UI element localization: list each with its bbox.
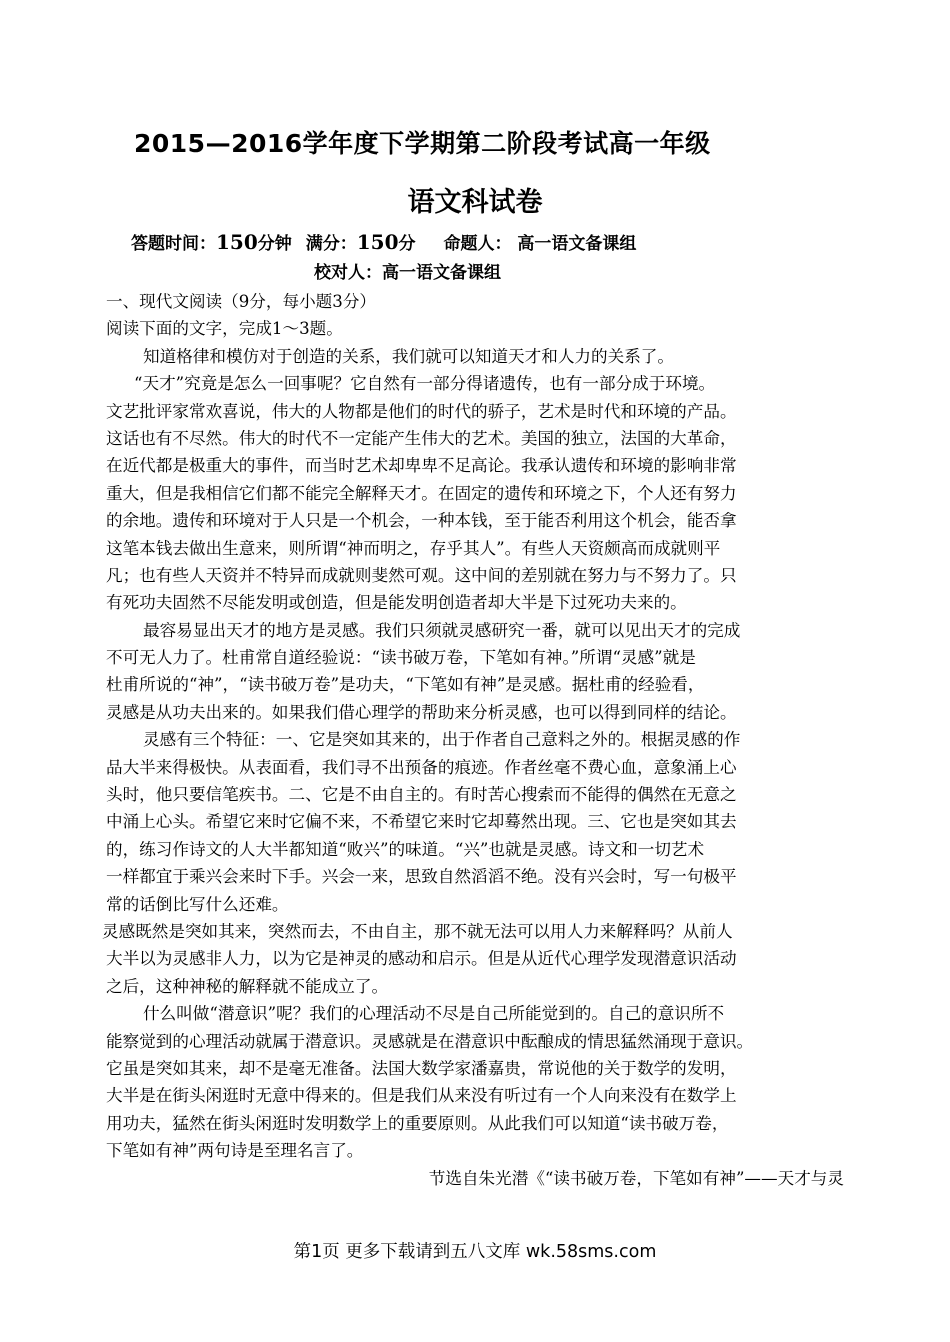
time-unit: 分钟 [257, 234, 292, 254]
passage-line: 凡；也有些人天资并不特异而成就则斐然可观。这中间的差别就在努力与不努力了。只 [106, 565, 737, 585]
passage-line: 一样都宜于乘兴会来时下手。兴会一来，思致自然滔滔不绝。没有兴会时，写一句极平 [106, 867, 737, 887]
passage-line: “天才”究竟是怎么一回事呢？它自然有一部分得诸遗传，也有一部分成于环境。 [134, 374, 716, 394]
passage-line: 下笔如有神”两句诗是至理名言了。 [106, 1141, 364, 1161]
source-citation: 节选自朱光潜《“读书破万卷，下笔如有神”——天才与灵 [428, 1168, 844, 1188]
checker-info: 校对人：高一语文备课组 [314, 263, 501, 283]
exam-subtitle: 语文科试卷 [407, 187, 543, 218]
score-label: 满分： [305, 234, 357, 254]
author-info: 命题人： 高一语文备课组 [443, 234, 637, 254]
section-heading: 一、现代文阅读（9分，每小题3分） [106, 292, 377, 311]
passage-line: 灵感是从功夫出来的。如果我们借心理学的帮助来分析灵感，也可以得到同样的结论。 [106, 702, 737, 722]
page-footer: 第1页 更多下载请到五八文库 wk.58sms.com [293, 1242, 657, 1262]
passage-line: 品大半来得极快。从表面看，我们寻不出预备的痕迹。作者丝毫不费心血，意象涌上心 [106, 757, 737, 777]
passage-line: 知道格律和模仿对于创造的关系，我们就可以知道天才和人力的关系了。 [143, 346, 674, 366]
passage-line: 常的话倒比写什么还难。 [106, 894, 289, 914]
time-label: 答题时间： [131, 234, 216, 254]
passage-line: 能察觉到的心理活动就属于潜意识。灵感就是在潜意识中酝酿成的情思猛然涌现于意识。 [106, 1031, 754, 1051]
passage-line: 中涌上心头。希望它来时它偏不来，不希望它来时它却蓦然出现。三、它也是突如其去 [106, 812, 737, 832]
passage-line: 的，练习作诗文的人大半都知道“败兴”的味道。“兴”也就是灵感。诗文和一切艺术 [106, 839, 705, 859]
exam-info-line [131, 229, 636, 254]
passage-line: 这话也有不尽然。伟大的时代不一定能产生伟大的艺术。美国的独立，法国的大革命， [106, 428, 737, 448]
passage-line: 有死功夫固然不尽能发明或创造，但是能发明创造者却大半是下过死功夫来的。 [106, 593, 687, 613]
passage-line: 灵感有三个特征：一、它是突如其来的，出于作者自己意料之外的。根据灵感的作 [143, 730, 741, 750]
passage-line: 它虽是突如其来，却不是毫无准备。法国大数学家潘嘉贵，常说他的关于数学的发明， [106, 1058, 737, 1078]
instruction-text: 阅读下面的文字，完成1～3题。 [106, 319, 343, 339]
passage-line: 文艺批评家常欢喜说，伟大的人物都是他们的时代的骄子，艺术是时代和环境的产品。 [106, 401, 737, 421]
reading-passage [102, 288, 846, 1192]
passage-line: 灵感既然是突如其来，突然而去，不由自主，那不就无法可以用人力来解释吗？从前人 [102, 921, 733, 941]
score-unit: 分 [398, 234, 416, 254]
time-value: 150 [216, 230, 258, 254]
score-value: 150 [356, 230, 399, 254]
passage-line: 最容易显出天才的地方是灵感。我们只须就灵感研究一番，就可以见出天才的完成 [143, 620, 741, 640]
passage-line: 什么叫做“潜意识”呢？我们的心理活动不尽是自己所能觉到的。自己的意识所不 [143, 1004, 725, 1024]
passage-line: 用功夫，猛然在街头闲逛时发明数学上的重要原则。从此我们可以知道“读书破万卷， [106, 1113, 729, 1133]
passage-line: 头时，他只要信笔疾书。二、它是不由自主的。有时苦心搜索而不能得的偶然在无意之 [106, 785, 737, 805]
passage-line: 这笔本钱去做出生意来，则所谓“神而明之，存乎其人”。有些人天资颇高而成就则平 [106, 538, 721, 558]
passage-line: 不可无人力了。杜甫常自道经验说：“读书破万卷，下笔如有神。”所谓“灵感”就是 [106, 648, 696, 668]
passage-line: 重大，但是我相信它们都不能完全解释天才。在固定的遗传和环境之下，个人还有努力 [106, 483, 737, 503]
passage-line: 在近代都是极重大的事件，而当时艺术却卑卑不足高论。我承认遗传和环境的影响非常 [106, 456, 737, 476]
passage-line: 的余地。遗传和环境对于人只是一个机会，一种本钱，至于能否利用这个机会，能否拿 [106, 511, 737, 531]
passage-line: 大半以为灵感非人力，以为它是神灵的感动和启示。但是从近代心理学发现潜意识活动 [106, 949, 737, 969]
passage-line: 杜甫所说的“神”，“读书破万卷”是功夫，“下笔如有神”是灵感。据杜甫的经验看， [106, 675, 705, 695]
passage-line: 大半是在街头闲逛时无意中得来的。但是我们从来没有听过有一个人向来没有在数学上 [106, 1086, 737, 1106]
passage-line: 之后，这种神秘的解释就不能成立了。 [106, 976, 389, 996]
exam-title: 2015—2016学年度下学期第二阶段考试高一年级 [134, 129, 711, 158]
